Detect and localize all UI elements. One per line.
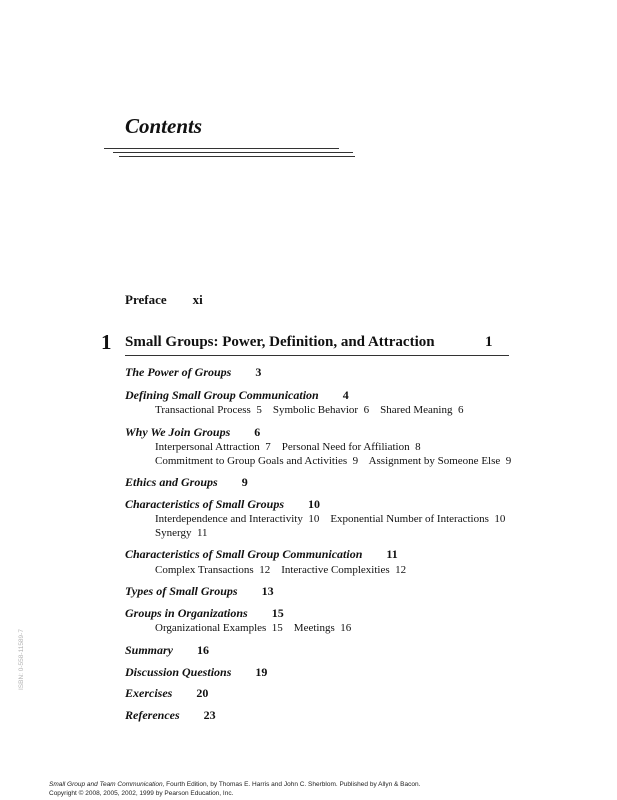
toc-section[interactable]	[125, 547, 398, 562]
toc-section[interactable]	[125, 365, 261, 380]
title-rule-bottom	[119, 156, 355, 157]
section-page: 3	[255, 365, 262, 379]
chapter-rule	[125, 355, 509, 356]
section-title: Why We Join Groups	[125, 425, 231, 439]
footer-book-title: Small Group and Team Communication,	[49, 781, 165, 788]
toc-section[interactable]	[125, 708, 216, 723]
section-title: The Power of Groups	[125, 365, 232, 379]
section-page: 15	[271, 606, 284, 620]
section-title: Characteristics of Small Group Communication	[125, 547, 363, 561]
toc-section[interactable]	[125, 606, 284, 621]
footer-publication: Fourth Edition, by Thomas E. Harris and John C. Sherblom. Published by Allyn & Bacon.	[164, 781, 421, 788]
toc-section[interactable]	[125, 475, 248, 490]
toc-section[interactable]	[125, 686, 208, 701]
chapter-title[interactable]: Small Groups: Power, Definition, and Attraction	[125, 334, 435, 350]
section-title: Ethics and Groups	[125, 475, 218, 489]
section-page: 11	[386, 547, 398, 561]
section-title: Characteristics of Small Groups	[125, 497, 285, 511]
page-title: Contents	[125, 114, 203, 138]
toc-section[interactable]	[125, 584, 274, 599]
toc-subsections: Interdependence and Interactivity 10 Exponential Number of Interactions 10	[155, 513, 506, 525]
section-title: Types of Small Groups	[125, 584, 238, 598]
toc-subsections: Transactional Process 5 Symbolic Behavior 6 Shared Meaning 6	[155, 404, 464, 416]
title-rule-top	[104, 148, 339, 149]
section-page: 13	[261, 584, 274, 598]
chapter-page: 1	[485, 334, 493, 350]
footer-line-1	[49, 781, 420, 788]
section-page: 23	[203, 708, 216, 722]
toc-subsections: Interpersonal Attraction 7 Personal Need for Affiliation 8	[155, 441, 421, 453]
toc-section[interactable]	[125, 425, 260, 440]
footer-line-2: Copyright © 2008, 2005, 2002, 1999 by Pearson Education, Inc.	[49, 790, 234, 797]
preface-page: xi	[192, 292, 203, 307]
toc-subsections: Organizational Examples 15 Meetings 16	[155, 622, 352, 634]
toc-subsections: Commitment to Group Goals and Activities 9 Assignment by Someone Else 9	[155, 455, 512, 467]
section-page: 6	[254, 425, 261, 439]
chapter-number: 1	[101, 330, 112, 354]
section-page: 16	[197, 643, 210, 657]
title-rule-middle	[113, 152, 353, 153]
isbn-watermark: ISBN: 0-558-11589-7	[18, 629, 25, 690]
preface-label: Preface	[125, 292, 167, 307]
section-title: Discussion Questions	[125, 665, 232, 679]
section-title: Groups in Organizations	[125, 606, 248, 620]
toc-subsections: Complex Transactions 12 Interactive Complexities 12	[155, 564, 407, 576]
section-title: Summary	[125, 643, 174, 657]
section-title: Defining Small Group Communication	[125, 388, 319, 402]
section-title: References	[125, 708, 180, 722]
toc-section[interactable]	[125, 497, 320, 512]
toc-section[interactable]	[125, 388, 349, 403]
section-title: Exercises	[125, 686, 173, 700]
section-page: 9	[241, 475, 248, 489]
toc-section[interactable]	[125, 665, 267, 680]
section-page: 10	[308, 497, 321, 511]
section-page: 4	[342, 388, 349, 402]
section-page: 19	[255, 665, 268, 679]
toc-section[interactable]	[125, 643, 209, 658]
preface-entry[interactable]	[125, 292, 203, 308]
toc-subsections: Synergy 11	[155, 527, 208, 539]
section-page: 20	[196, 686, 209, 700]
